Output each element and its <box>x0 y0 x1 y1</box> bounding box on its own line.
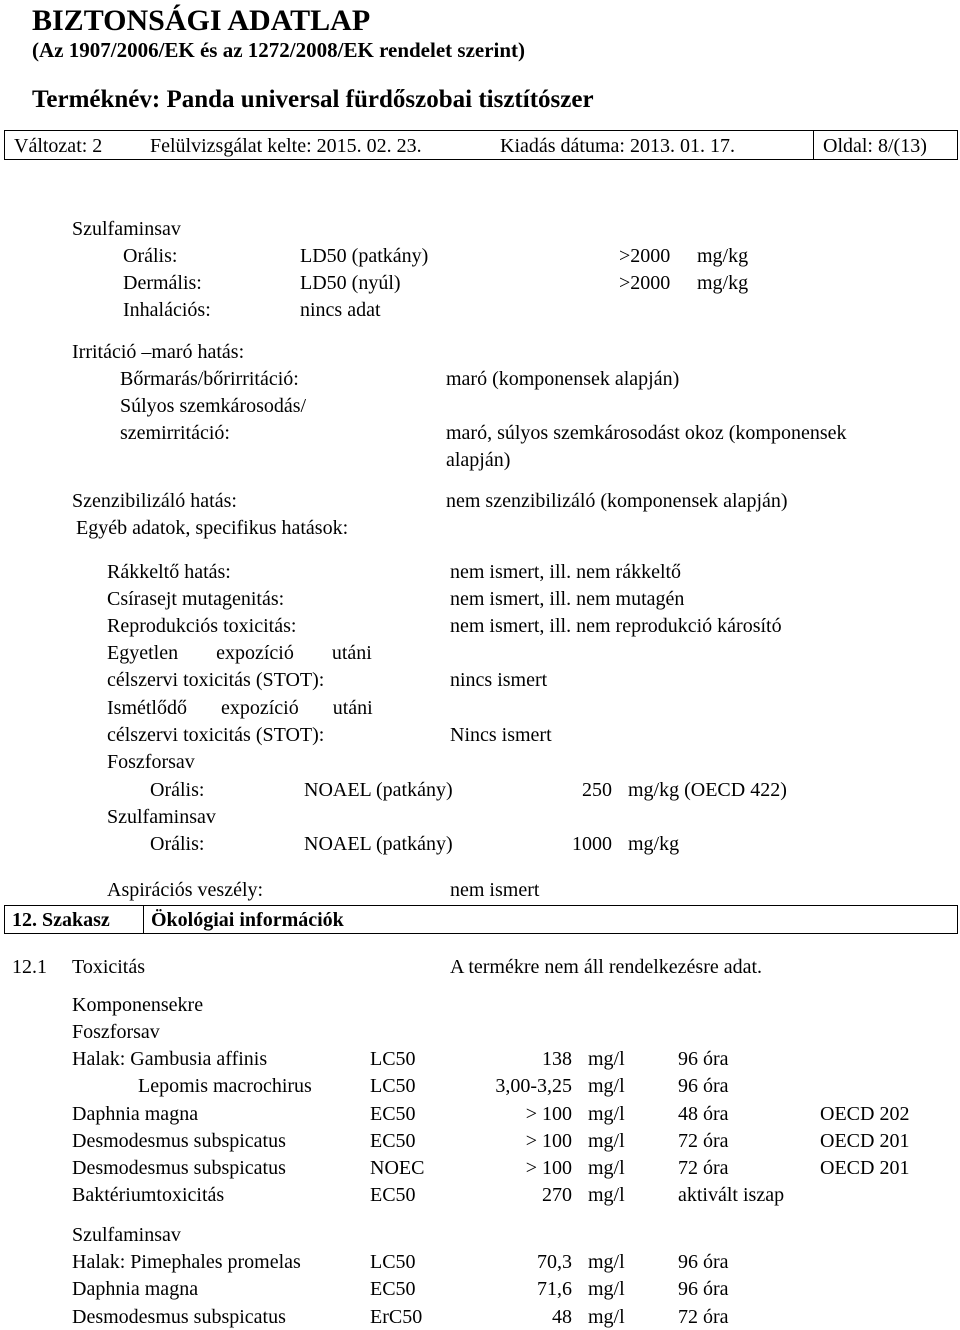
mutagenicity-label: Csírasejt mutagenitás: <box>107 588 285 610</box>
tox-value: > 100 <box>525 1157 572 1179</box>
other-data-label: Egyéb adatok, specifikus hatások: <box>76 517 349 539</box>
noael-unit: mg/kg (OECD 422) <box>628 779 787 801</box>
tox-unit: mg/l <box>588 1184 625 1207</box>
irritation-heading: Irritáció –maró hatás: <box>72 341 245 363</box>
duration: 96 óra <box>678 1278 729 1301</box>
endpoint: LC50 <box>370 1251 416 1274</box>
section-header-divider <box>143 905 144 934</box>
carcinogenicity-value: nem ismert, ill. nem rákkeltő <box>450 561 682 583</box>
acute-unit: mg/kg <box>697 245 749 267</box>
noael-test: NOAEL (patkány) <box>304 779 453 801</box>
tox-value: 71,6 <box>537 1278 572 1301</box>
page-number: Oldal: 8/(13) <box>823 135 927 157</box>
stot-repeated-value: Nincs ismert <box>450 724 552 746</box>
stot-single-label-line2: célszervi toxicitás (STOT): <box>107 669 325 691</box>
tox-value: 138 <box>542 1048 572 1071</box>
endpoint: EC50 <box>370 1184 416 1207</box>
skin-label: Bőrmarás/bőrirritáció: <box>120 368 299 390</box>
organism: Baktériumtoxicitás <box>72 1184 225 1207</box>
aspiration-label: Aspirációs veszély: <box>107 879 264 901</box>
duration: 72 óra <box>678 1129 729 1152</box>
subsection-value: A termékre nem áll rendelkezésre adat. <box>450 956 763 978</box>
tox-unit: mg/l <box>588 1278 625 1301</box>
endpoint: NOEC <box>370 1157 425 1179</box>
noael-test: NOAEL (patkány) <box>304 833 453 855</box>
component-substance: Szulfaminsav <box>72 1224 181 1246</box>
stot-repeated-label-line2: célszervi toxicitás (STOT): <box>107 724 325 746</box>
duration: 48 óra <box>678 1102 729 1125</box>
organism: Daphnia magna <box>72 1278 199 1301</box>
stot-repeated-label-line1: Ismétlődő expozíció utáni <box>107 697 373 719</box>
sensitization-label: Szenzibilizáló hatás: <box>72 490 237 512</box>
section-number: 12. Szakasz <box>12 909 110 931</box>
section-12-header <box>4 905 958 934</box>
document-title: BIZTONSÁGI ADATLAP <box>32 4 371 37</box>
product-name: Terméknév: Panda universal fürdőszobai tisztítószer <box>32 86 594 113</box>
acute-route: Orális: <box>123 245 178 267</box>
tox-unit: mg/l <box>588 1305 625 1328</box>
tox-unit: mg/l <box>588 1251 625 1274</box>
endpoint: ErC50 <box>370 1305 423 1328</box>
components-heading: Komponensekre <box>72 994 204 1016</box>
noael-route: Orális: <box>150 779 205 801</box>
eye-value-line2: alapján) <box>446 449 511 471</box>
acute-route: Inhalációs: <box>123 299 211 321</box>
acute-substance: Szulfaminsav <box>72 218 181 240</box>
revision-date: Felülvizsgálat kelte: 2015. 02. 23. <box>150 135 422 157</box>
aspiration-value: nem ismert <box>450 879 540 901</box>
tox-value: 48 <box>552 1305 572 1328</box>
acute-value: >2000 <box>619 272 671 294</box>
sensitization-value: nem szenzibilizáló (komponensek alapján) <box>446 490 788 512</box>
duration: 72 óra <box>678 1305 729 1328</box>
section-title: Ökológiai információk <box>151 909 344 931</box>
tox-value: 270 <box>542 1184 572 1207</box>
eye-label-line2: szemirritáció: <box>120 422 230 444</box>
endpoint: EC50 <box>370 1102 416 1125</box>
eye-value-line1: maró, súlyos szemkárosodást okoz (komponensek <box>446 422 847 444</box>
component-substance: Foszforsav <box>72 1021 160 1043</box>
stot-single-value: nincs ismert <box>450 669 548 691</box>
reproductive-label: Reprodukciós toxicitás: <box>107 615 297 637</box>
acute-unit: mg/kg <box>697 272 749 294</box>
reproductive-value: nem ismert, ill. nem reprodukció károsító <box>450 615 782 637</box>
acute-test: LD50 (nyúl) <box>300 272 401 294</box>
header-divider <box>813 130 814 160</box>
organism: Desmodesmus subspicatus <box>72 1129 286 1152</box>
duration: 96 óra <box>678 1251 729 1274</box>
mutagenicity-value: nem ismert, ill. nem mutagén <box>450 588 685 610</box>
version: Változat: 2 <box>14 135 103 157</box>
organism: Halak: Pimephales promelas <box>72 1251 301 1274</box>
tox-value: 70,3 <box>537 1251 572 1274</box>
skin-value: maró (komponensek alapján) <box>446 368 680 390</box>
test-method: OECD 201 <box>820 1129 910 1152</box>
organism: Lepomis macrochirus <box>138 1075 312 1098</box>
tox-value: 3,00-3,25 <box>495 1075 572 1098</box>
noael-value: 250 <box>582 779 612 801</box>
tox-unit: mg/l <box>588 1129 625 1152</box>
endpoint: EC50 <box>370 1129 416 1152</box>
test-method: OECD 201 <box>820 1157 910 1179</box>
endpoint: EC50 <box>370 1278 416 1301</box>
tox-unit: mg/l <box>588 1157 625 1179</box>
issue-date: Kiadás dátuma: 2013. 01. 17. <box>500 135 735 157</box>
eye-label-line1: Súlyos szemkárosodás/ <box>120 395 307 417</box>
organism: Desmodesmus subspicatus <box>72 1157 286 1179</box>
tox-value: > 100 <box>525 1129 572 1152</box>
noael-route: Orális: <box>150 833 205 855</box>
tox-unit: mg/l <box>588 1102 625 1125</box>
noael-value: 1000 <box>572 833 612 855</box>
noael-unit: mg/kg <box>628 833 680 855</box>
acute-test: LD50 (patkány) <box>300 245 429 267</box>
noael-substance: Szulfaminsav <box>107 806 216 828</box>
noael-substance: Foszforsav <box>107 751 195 773</box>
header-info-bar <box>4 130 958 160</box>
organism: Halak: Gambusia affinis <box>72 1048 268 1071</box>
endpoint: LC50 <box>370 1048 416 1071</box>
stot-single-label-line1: Egyetlen expozíció utáni <box>107 642 372 664</box>
tox-unit: mg/l <box>588 1075 625 1098</box>
tox-unit: mg/l <box>588 1048 625 1071</box>
carcinogenicity-label: Rákkeltő hatás: <box>107 561 231 583</box>
acute-value: >2000 <box>619 245 671 267</box>
duration: aktivált iszap <box>678 1184 785 1207</box>
subsection-title: Toxicitás <box>72 956 146 978</box>
acute-test: nincs adat <box>300 299 381 321</box>
tox-value: > 100 <box>525 1102 572 1125</box>
duration: 96 óra <box>678 1048 729 1071</box>
test-method: OECD 202 <box>820 1102 910 1125</box>
duration: 72 óra <box>678 1157 729 1179</box>
endpoint: LC50 <box>370 1075 416 1098</box>
subsection-number: 12.1 <box>12 956 47 978</box>
acute-route: Dermális: <box>123 272 202 294</box>
regulation-subtitle: (Az 1907/2006/EK és az 1272/2008/EK rendelet szerint) <box>32 38 526 62</box>
organism: Desmodesmus subspicatus <box>72 1305 286 1328</box>
duration: 96 óra <box>678 1075 729 1098</box>
organism: Daphnia magna <box>72 1102 199 1125</box>
